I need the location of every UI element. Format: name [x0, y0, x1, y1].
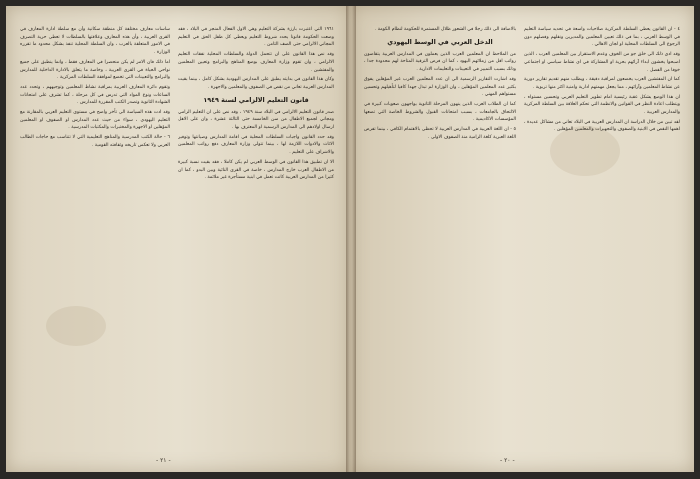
left-page: [6, 6, 350, 472]
paragraph: ٤ - ان القانون يعطي السلطة المركزية صلاحيات واسعة في تحديد سياسة التعليم في الوسط العربي ، بما في ذلك تعيين المعلمين والمديرين ونقلهم وفصلهم دون الرجوع الى السلطات المحلية او لجان الاهالي .: [524, 27, 680, 48]
paragraph: الا ان تطبيق هذا القانون في الوسط العربي لم يكن كاملا ، فقد بقيت نسبة كبيرة من الاطفال العرب خارج المدارس ، خاصة في القرى النائية وبين البدو ، كما ان كثيرا من المدارس العربية كانت تعمل في ابنية مستأجرة غير ملائمة .: [178, 159, 334, 181]
book-gutter: [346, 6, 356, 472]
page-number: - ٢٠ -: [500, 457, 515, 464]
paragraph: وقد ادت هذه السياسة الى تأخر واضح في مستوى التعليم العربي بالمقارنة مع التعليم اليهودي ، سواء من حيث عدد المدارس او الصفوف او المعلمين المؤهلين او الاجهزة والمختبرات والمكتبات المدرسية .: [20, 110, 170, 131]
book-spread: [6, 6, 694, 472]
section-heading: الدخل العربي في الوسط اليهودي: [387, 37, 493, 46]
right-page-column-left: [364, 26, 516, 450]
right-page-column-right: [524, 26, 680, 450]
paragraph: ١٩٦١ التي اعتبرت بارزة بشركة التعليم وهي الاول الفعال المنجز في البلاد ، فقد وضعت الحكومة قانونا يحدد شروط التعليم ويعطي كل طفل الحق في التعليم المجاني الالزامي حتى الصف الثامن .: [178, 27, 334, 48]
paragraph: صدر قانون التعليم الالزامي في البلاد سنة ١٩٤٩ ، وقد نص على ان التعليم الزامي ومجاني لجميع الاطفال من سن الخامسة حتى الثالثة عشرة ، وان على الاهل ارسال اولادهم الى المدارس الرسمية او المعترف بها .: [178, 109, 334, 131]
paragraph: ان هذا الوضع يشكل عقبة رئيسية امام تطوير التعليم العربي وتحسين مستواه ، ويتطلب اعادة النظر في القوانين والانظمة التي تحكم العلاقة بين السلطة المركزية والمدارس العربية .: [524, 94, 680, 116]
paragraph: وتقوم دائرة المعارف العربية بمراقبة نشاط المعلمين وتوجيههم ، وتحدد عدد الساعات ونوع المواد التي تدرس في كل مرحلة ، كما تشرف على امتحانات الشهادة الثانوية وتصدر الكتب المقررة للمدارس .: [20, 84, 170, 106]
paragraph: بالاضافة الى ذلك رجلا في الشعور ظلال المستمرة للحكومة لنظام الكومة .: [374, 27, 516, 32]
paragraph: وقد نص هذا القانون على ان تتحمل الدولة والسلطات المحلية نفقات التعليم الالزامي ، وان تقوم وزارة المعارف بوضع المناهج والبرامج وتعيين المعلمين والمفتشين .: [178, 52, 334, 73]
paragraph: كما ان المفتشين العرب يخضعون لمراقبة دقيقة ، ويطلب منهم تقديم تقارير دورية عن نشاط المعلمين وآرائهم ، مما يجعل مهمتهم ادارية وامنية اكثر منها تربوية .: [524, 77, 680, 90]
paragraph: ٥ - ان اللغة العربية في المدارس العربية لا تحظى بالاهتمام الكافي ، بينما تفرض اللغة العبرية كلغة الزامية منذ الصفوف الاولى .: [364, 127, 516, 140]
paragraph: ٦ - حالة الكتب المدرسية والمناهج التعليمية التي لا تتناسب مع حاجات الطالب العربي ولا تعكس تاريخه وثقافته القومية .: [20, 135, 170, 148]
left-page-column-right: [178, 26, 334, 450]
paragraph: لقد تبين من خلال الدراسة ان المدارس العربية في البلاد تعاني من مشاكل عديدة ، اهمها النقص في الابنية والصفوف والتجهيزات والمعلمين المؤهلين .: [524, 119, 680, 133]
paragraph: وكان هذا القانون في بدايته يطبق على المدارس اليهودية بشكل كامل ، بينما بقيت المدارس العربية تعاني من نقص في الصفوف والمعلمين والاجهزة .: [178, 77, 334, 90]
paragraph: اما ذلك فان الامر لم يكن منحصرا في المعارف فقط ، وانما ينطبق على جميع نواحي الحياة في القرى العربية ، وخاصة ما يتعلق بالادارة الداخلية للمدارس والبرامج والتعيينات التي تخضع لموافقة السلطات المركزية .: [20, 59, 170, 81]
page-number: - ٢١ -: [156, 457, 171, 464]
paragraph: كما ان الطلاب العرب الذين ينهون المرحلة الثانوية يواجهون صعوبات كبيرة في الالتحاق بالجامعات ، بسبب امتحانات القبول والشروط الخاصة التي تضعها المؤسسات الاكاديمية .: [364, 101, 516, 123]
right-page: [350, 6, 694, 472]
paragraph: ساسات معارف مختلفة كل منطقة سكانية وأن مع سلطة ادارة المعارف في القرى العربية ، وأن هذه المعارف وعلاقتها بالسلطات لا تعطى حرية التصرف في الامور المتعلقة بالعرب ، وان السلطة المحلية تنفذ بشكل محدود ما تقرره الوزارة .: [20, 27, 170, 56]
section-heading: قانون التعليم الالزامي لسنة ١٩٤٩: [203, 95, 309, 104]
paragraph: وقد ادى ذلك الى خلق جو من الخوف وعدم الاستقرار بين المعلمين العرب ، الذين اصبحوا يخشون ابداء آرائهم بحرية او المشاركة في اي نشاط سياسي او اجتماعي خوفا من الفصل .: [524, 52, 680, 73]
paragraph: من الملاحظ ان المعلمين العرب الذين يعملون في المدارس العربية يتقاضون رواتب اقل من زملائهم اليهود ، كما ان فرص الترقية المتاحة لهم محدودة جدا ، وذلك بسبب التمييز في التعيينات والتعليمات الادارية .: [364, 51, 516, 73]
paragraph: وقد اشارت التقارير الرسمية الى ان عدد المعلمين العرب غير المؤهلين يفوق بكثير عدد المعلمين المؤهلين ، وان الوزارة لم تبذل جهدا كافيا لتأهيلهم وتحسين مستواهم المهني .: [364, 76, 516, 98]
paragraph: وقد حدد القانون واجبات السلطات المحلية في اقامة المدارس وصيانتها وتوفير الاثاث والادوات اللازمة لها ، بينما تتولى وزارة المعارف دفع رواتب المعلمين والاشراف على التعليم .: [178, 134, 334, 156]
left-page-column-left: [20, 26, 170, 450]
